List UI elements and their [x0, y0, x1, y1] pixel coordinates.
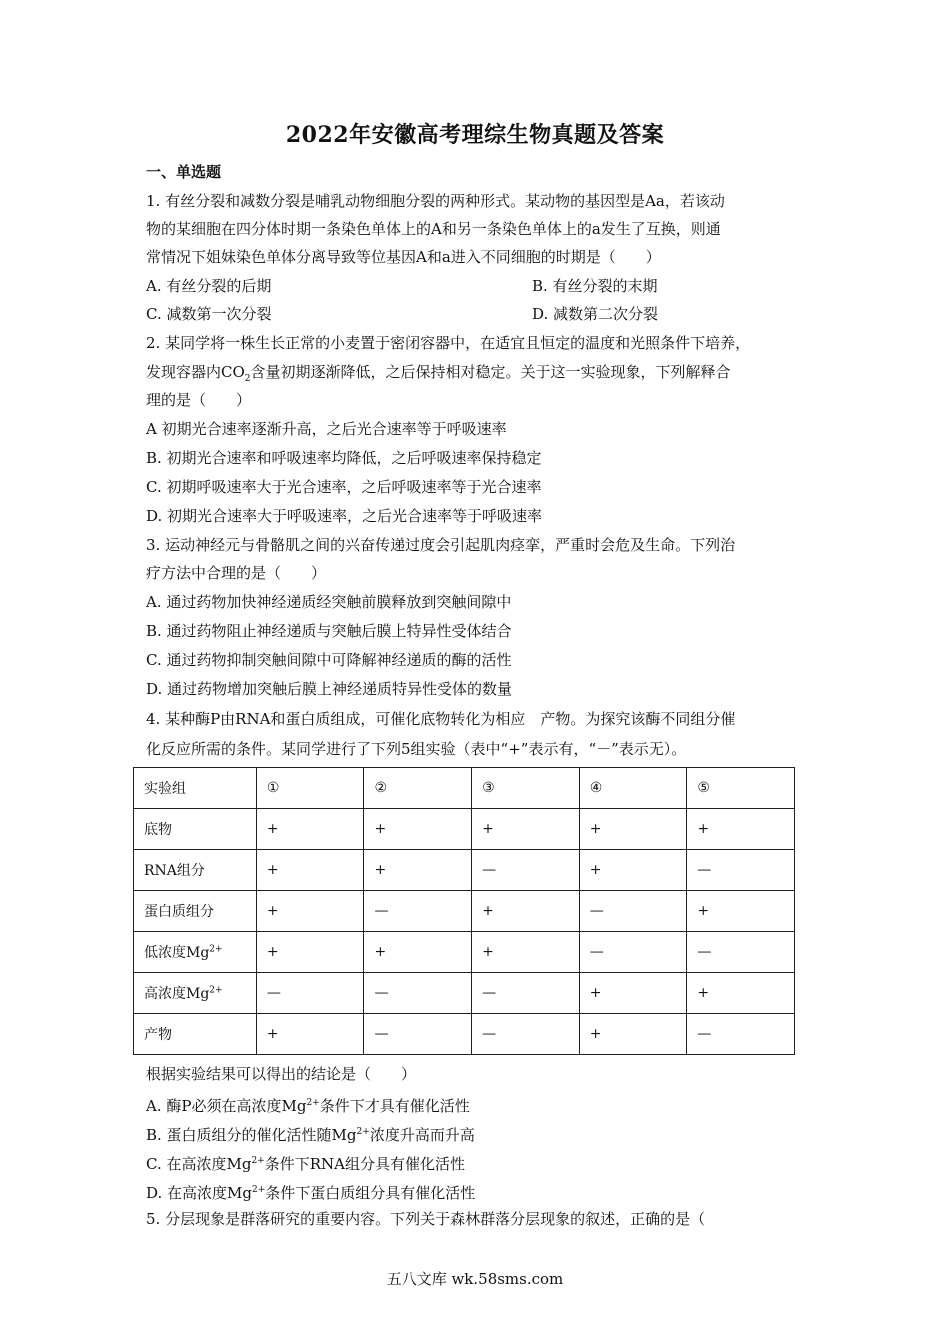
q3-option-a: A. 通过药物加快神经递质经突触前膜释放到突触间隙中: [146, 593, 512, 611]
table-cell: +: [256, 850, 364, 891]
q2-line-2: [146, 362, 731, 389]
q3-line-1: 3. 运动神经元与骨骼肌之间的兴奋传递过度会引起肌肉痉挛，严重时会危及生命。下列治: [146, 536, 736, 554]
table-cell: +: [472, 809, 580, 850]
q1-option-b: B. 有丝分裂的末期: [532, 277, 658, 295]
table-cell: —: [687, 932, 795, 973]
table-cell: —: [687, 1014, 795, 1055]
footer-watermark: 五八文库 wk.58sms.com: [386, 1270, 564, 1288]
table-cell: —: [256, 973, 364, 1014]
mg-superscript: 2+: [251, 1156, 265, 1166]
table-header-cell: ②: [364, 768, 472, 809]
mg-superscript: 2+: [306, 1098, 320, 1108]
q1-line-3: 常情况下姐妹染色单体分离导致等位基因A和a进入不同细胞的时期是（ ）: [146, 248, 661, 266]
table-cell: +: [687, 809, 795, 850]
table-cell: —: [579, 891, 687, 932]
table-cell: +: [256, 1014, 364, 1055]
q3-line-2: 疗方法中合理的是（ ）: [146, 564, 327, 582]
q2-line-2-pre: 发现容器内CO: [146, 363, 245, 381]
q1-option-c: C. 减数第一次分裂: [146, 305, 272, 323]
row-label: 产物: [134, 1014, 257, 1055]
table-row: [134, 891, 795, 932]
q2-line-3: 理的是（ ）: [146, 391, 252, 409]
table-cell: —: [472, 973, 580, 1014]
q4-option-a-post: 条件下才具有催化活性: [319, 1097, 470, 1115]
table-header-cell: ①: [256, 768, 364, 809]
table-cell: +: [687, 891, 795, 932]
mg-superscript: 2+: [356, 1127, 370, 1137]
q2-line-2-post: 含量初期逐渐降低，之后保持相对稳定。关于这一实验现象，下列解释合: [250, 363, 731, 381]
q2-option-d: D. 初期光合速率大于呼吸速率，之后光合速率等于呼吸速率: [146, 507, 543, 525]
table-cell: +: [472, 891, 580, 932]
q4-option-c-pre: C. 在高浓度Mg: [146, 1155, 252, 1173]
q4-conclusion: 根据实验结果可以得出的结论是（ ）: [146, 1065, 417, 1083]
table-cell: —: [364, 973, 472, 1014]
table-cell: +: [472, 932, 580, 973]
table-cell: +: [579, 1014, 687, 1055]
table-header-cell: ④: [579, 768, 687, 809]
row-label: 底物: [134, 809, 257, 850]
q4-option-b: [146, 1122, 475, 1145]
table-cell: —: [364, 891, 472, 932]
q2-option-b: B. 初期光合速率和呼吸速率均降低，之后呼吸速率保持稳定: [146, 449, 542, 467]
page-title: 2022年安徽高考理综生物真题及答案: [285, 122, 665, 148]
table-cell: +: [256, 932, 364, 973]
table-cell: +: [579, 973, 687, 1014]
table-header-cell: 实验组: [134, 768, 257, 809]
table-cell: +: [364, 809, 472, 850]
q2-option-c: C. 初期呼吸速率大于光合速率，之后呼吸速率等于光合速率: [146, 478, 542, 496]
table-header-cell: ⑤: [687, 768, 795, 809]
table-cell: +: [256, 809, 364, 850]
table-header-row: [134, 768, 795, 809]
table-row: [134, 850, 795, 891]
mg-superscript: 2+: [209, 944, 223, 955]
mg-superscript: 2+: [209, 985, 223, 996]
table-cell: +: [579, 809, 687, 850]
row-label: 蛋白质组分: [134, 891, 257, 932]
table-cell: —: [687, 850, 795, 891]
q4-option-a-pre: A. 酶P必须在高浓度Mg: [146, 1097, 307, 1115]
q4-line-1: 4. 某种酶P由RNA和蛋白质组成，可催化底物转化为相应 产物。为探究该酶不同组分催: [146, 710, 736, 728]
row-label: [134, 932, 257, 973]
table-header-cell: ③: [472, 768, 580, 809]
q3-option-c: C. 通过药物抑制突触间隙中可降解神经递质的酶的活性: [146, 651, 512, 669]
table-row: [134, 932, 795, 973]
q1-option-a: A. 有丝分裂的后期: [146, 277, 272, 295]
table-cell: +: [364, 932, 472, 973]
table-cell: +: [579, 850, 687, 891]
co2-subscript: 2: [244, 374, 251, 384]
q4-line-2: 化反应所需的条件。某同学进行了下列5组实验（表中“+”表示有，“－”表示无）。: [146, 740, 687, 758]
q1-option-d: D. 减数第二次分裂: [532, 305, 659, 323]
q3-option-d: D. 通过药物增加突触后膜上神经递质特异性受体的数量: [146, 680, 513, 698]
q3-option-b: B. 通过药物阻止神经递质与突触后膜上特异性受体结合: [146, 622, 512, 640]
mg-superscript: 2+: [252, 1185, 266, 1195]
q5-line-1: 5. 分层现象是群落研究的重要内容。下列关于森林群落分层现象的叙述，正确的是（: [146, 1210, 706, 1228]
q4-option-d: [146, 1180, 475, 1203]
table-cell: +: [687, 973, 795, 1014]
table-row: [134, 809, 795, 850]
table-cell: —: [472, 1014, 580, 1055]
section-heading: 一、单选题: [146, 163, 222, 181]
table-cell: —: [579, 932, 687, 973]
q4-option-c-post: 条件下RNA组分具有催化活性: [264, 1155, 465, 1173]
q2-option-a: A 初期光合速率逐渐升高，之后光合速率等于呼吸速率: [146, 420, 507, 438]
row-label: RNA组分: [134, 850, 257, 891]
q4-option-b-post: 浓度升高而升高: [369, 1126, 475, 1144]
table-cell: —: [364, 1014, 472, 1055]
q4-option-b-pre: B. 蛋白质组分的催化活性随Mg: [146, 1126, 357, 1144]
q1-line-1: 1. 有丝分裂和减数分裂是哺乳动物细胞分裂的两种形式。某动物的基因型是Aa，若该动: [146, 192, 725, 210]
table-cell: +: [256, 891, 364, 932]
table-row: [134, 973, 795, 1014]
row-label-text: 高浓度Mg: [144, 986, 210, 1002]
q4-option-c: [146, 1151, 465, 1174]
table-row: [134, 1014, 795, 1055]
row-label: [134, 973, 257, 1014]
table-cell: —: [472, 850, 580, 891]
q4-option-d-pre: D. 在高浓度Mg: [146, 1184, 252, 1202]
q2-line-1: 2. 某同学将一株生长正常的小麦置于密闭容器中，在适宜且恒定的温度和光照条件下培养，: [146, 334, 751, 352]
q4-option-a: [146, 1093, 470, 1116]
q4-option-d-post: 条件下蛋白质组分具有催化活性: [265, 1184, 476, 1202]
table-cell: +: [364, 850, 472, 891]
q1-line-2: 物的某细胞在四分体时期一条染色单体上的A和另一条染色单体上的a发生了互换，则通: [146, 220, 721, 238]
experiment-table: [133, 767, 795, 1055]
row-label-text: 低浓度Mg: [144, 945, 210, 961]
